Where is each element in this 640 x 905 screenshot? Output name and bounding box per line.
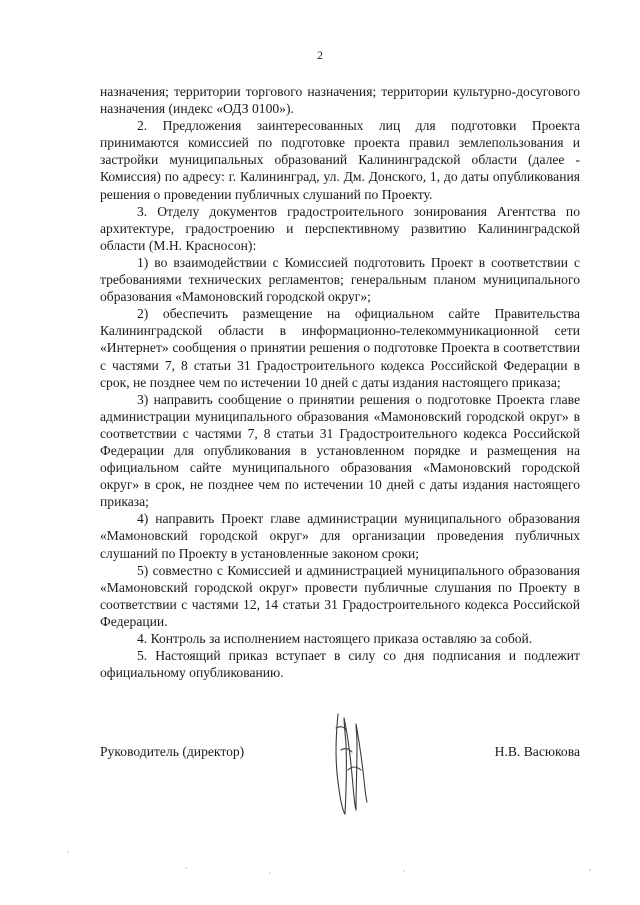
subitem-3: 3) направить сообщение о принятии решения о подготовке Проекта главе администрации муниципального образования «Мамоновский городской округ» в соответствии с частями 7, 8 статьи 31 Градостроительного кодекса Российской Федерации для опубликования в установленном порядке и размещения на официальном сайте муниципального образования «Мамоновский городской округ» в срок, не позднее чем по истечении 10 дней с даты издания настоящего приказа; bbox=[100, 391, 580, 510]
paragraph-item-5: 5. Настоящий приказ вступает в силу со дня подписания и подлежит официальному опубликованию. bbox=[100, 648, 580, 681]
paragraph-item-4: 4. Контроль за исполнением настоящего приказа оставляю за собой. bbox=[137, 631, 533, 646]
paragraph-item-2: 2. Предложения заинтересованных лиц для подготовки Проекта принимаются комиссией по подготовке проекта правил землепользования и застройки муниципальных образований Калининградской области (далее - Комиссия) по адресу: г. Калининград, ул. Дм. Донского, 1, до даты опубликования решения о проведении публичных слушаний по Проекту. bbox=[100, 118, 580, 202]
subitem-4: 4) направить Проект главе администрации муниципального образования «Мамоновский городской округ» для организации проведения публичных слушаний по Проекту в установленные законом сроки; bbox=[100, 511, 580, 561]
signatory-position: Руководитель (директор) bbox=[100, 744, 245, 759]
page-number: 2 bbox=[317, 48, 323, 62]
subitem-1: 1) во взаимодействии с Комиссией подготовить Проект в соответствии с требованиями технических регламентов; генеральным планом муниципального образования «Мамоновский городской округ»; bbox=[100, 254, 580, 305]
subitem-2: 2) обеспечить размещение на официальном сайте Правительства Калининградской области в информационно-телекоммуникационной сети «Интернет» сообщения о принятии решения о подготовке Проекта в соответствии с частями 7, 8 статьи 31 Градостроительного кодекса Российской Федерации в срок, не позднее чем по истечении 10 дней с даты издания настоящего приказа; bbox=[100, 306, 580, 390]
subitem-5: 5) совместно с Комиссией и администрацией муниципального образования «Мамоновский городской округ» провести публичные слушания по Проекту в соответствии с частями 12, 14 статьи 31 Градостроительного кодекса Российской Федерации. bbox=[100, 562, 580, 629]
signatory-name: Н.В. Васюкова bbox=[494, 744, 580, 759]
paragraph-item-3: 3. Отделу документов градостроительного зонирования Агентства по архитектуре, градостроению и перспективному развитию Калининградской области (М.Н. Красносон): bbox=[100, 203, 580, 253]
paragraph-continuation: назначения; территории торгового назначения; территории культурно-досугового назначения (индекс «ОДЗ 0100»). bbox=[100, 84, 580, 117]
